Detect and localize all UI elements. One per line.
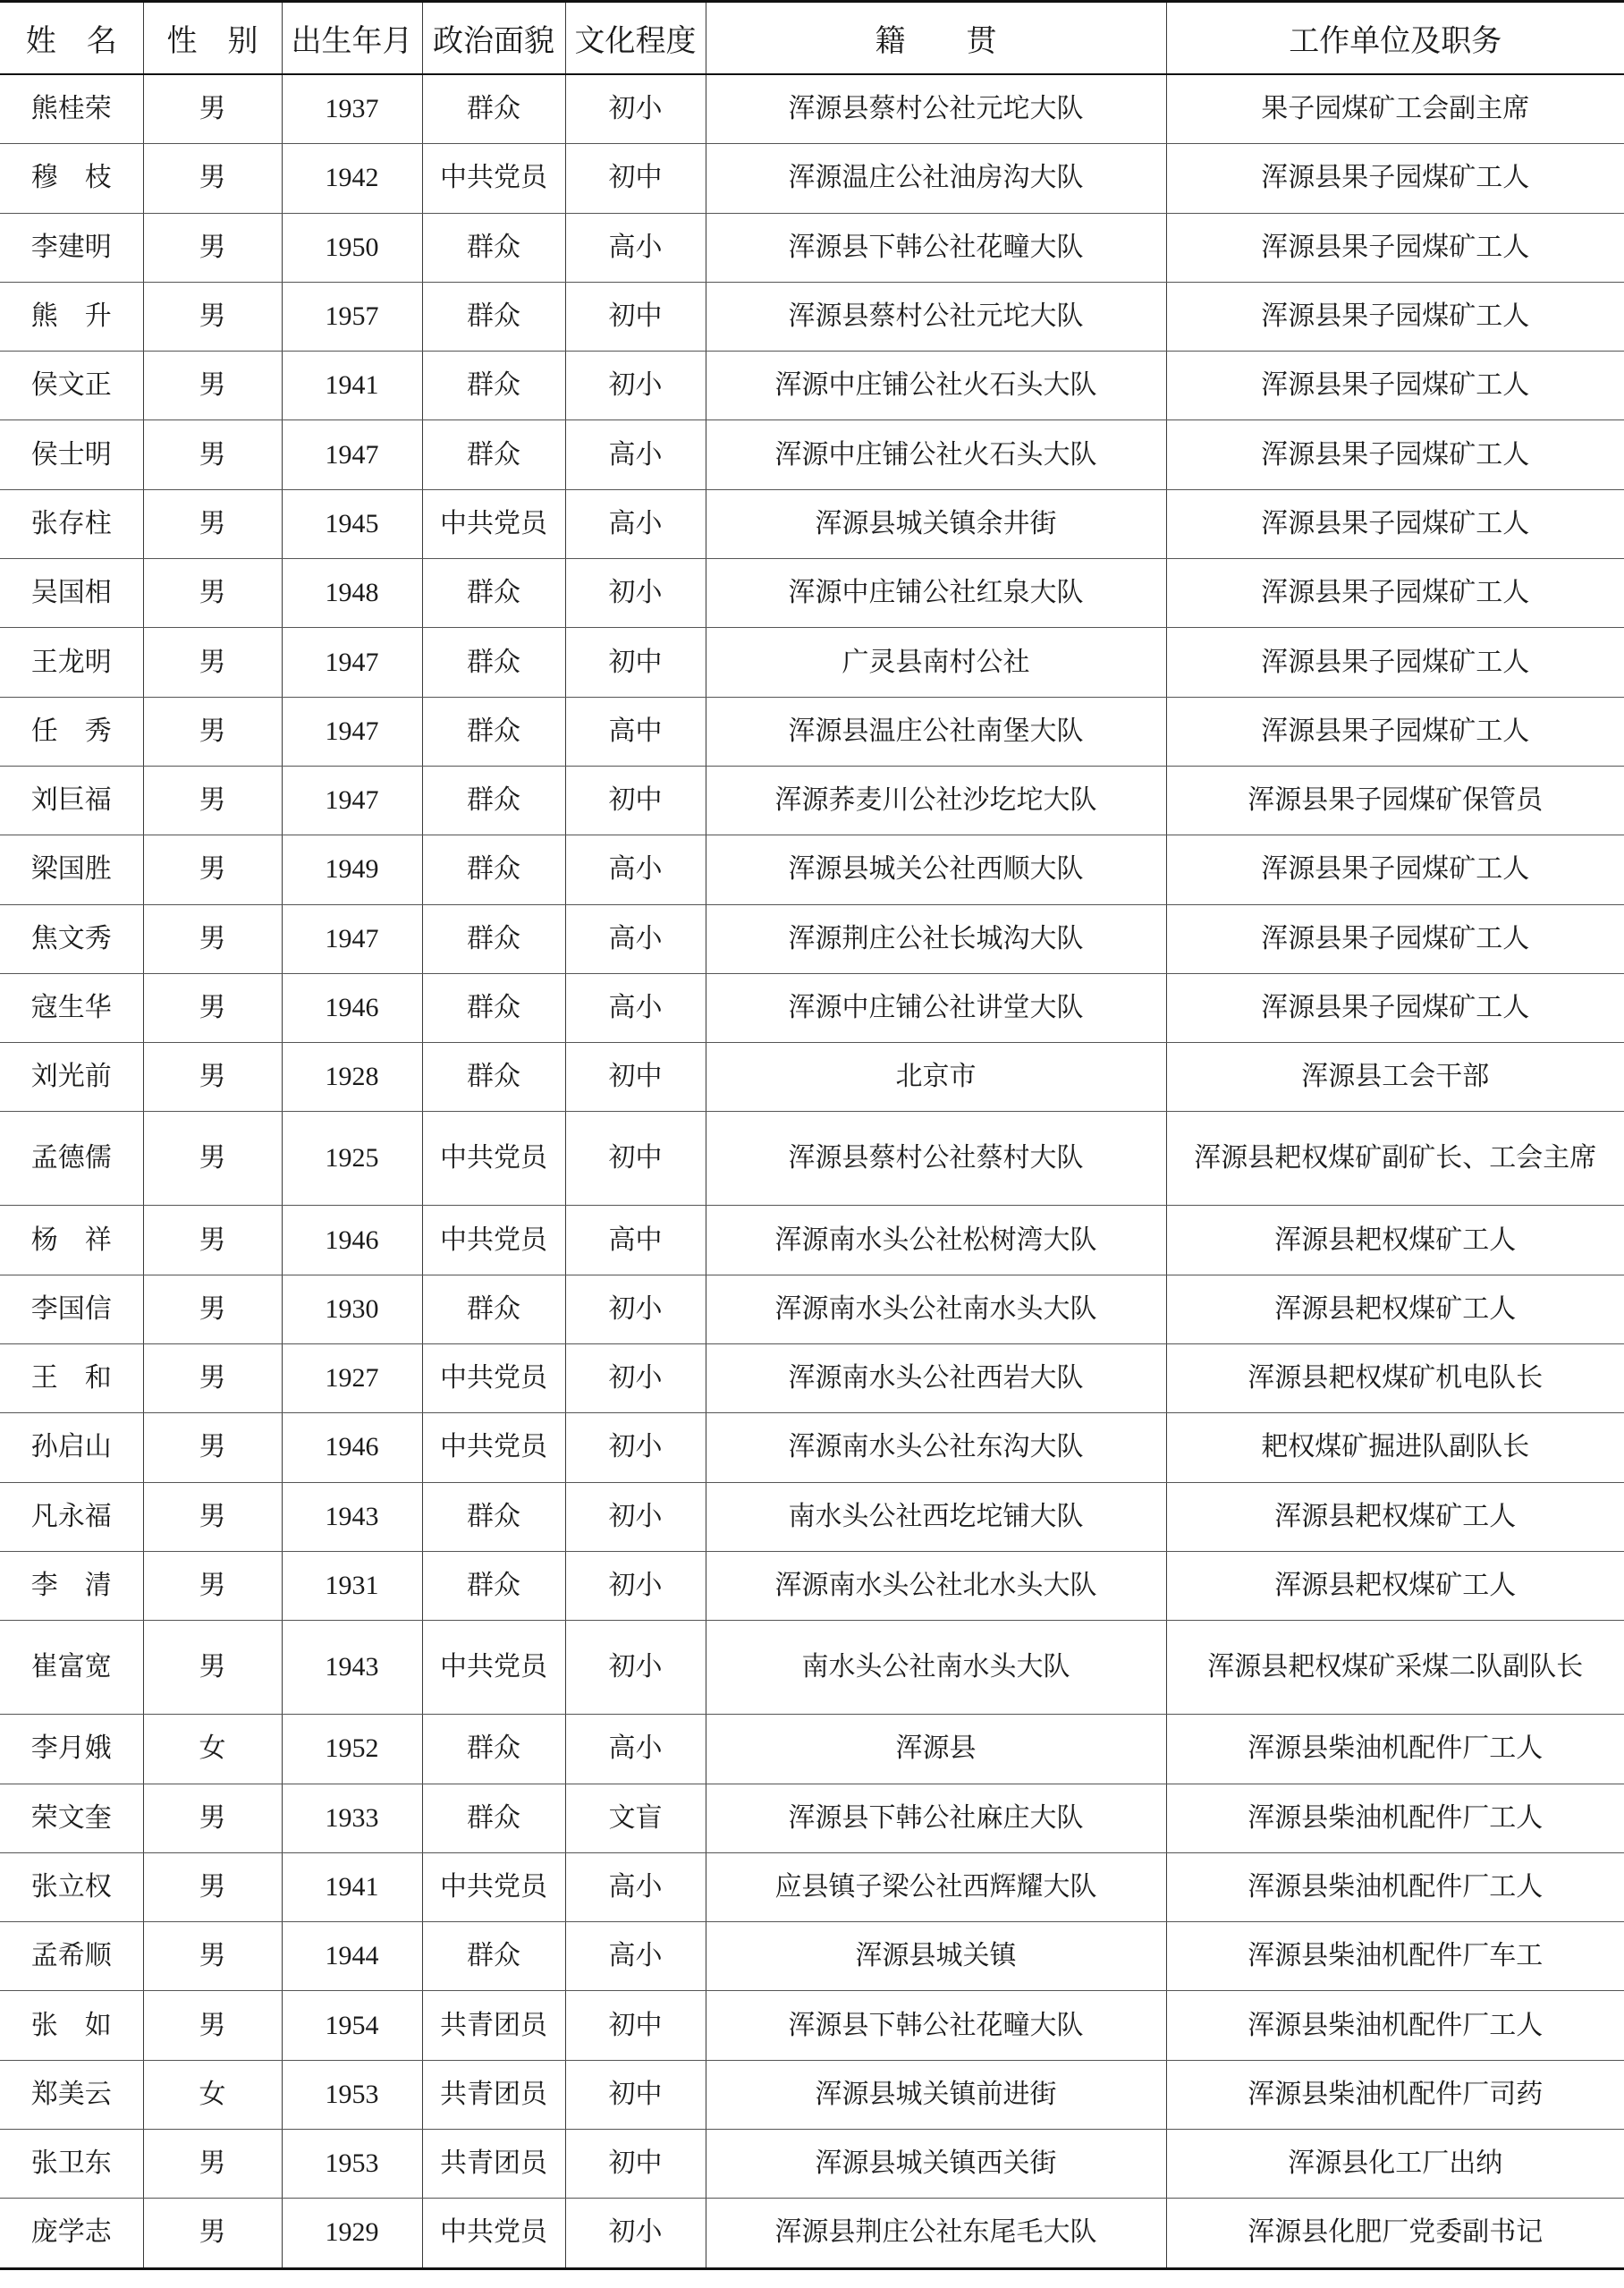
cell-education: 高小 — [565, 1922, 706, 1991]
cell-birth-year: 1954 — [282, 1991, 422, 2060]
table-row — [0, 2060, 1624, 2129]
cell-origin: 浑源中庄铺公社火石头大队 — [706, 352, 1166, 420]
cell-gender: 女 — [143, 2060, 282, 2129]
cell-education: 高中 — [565, 697, 706, 766]
cell-education: 高小 — [565, 973, 706, 1042]
cell-gender: 男 — [143, 559, 282, 628]
cell-birth-year: 1946 — [282, 973, 422, 1042]
cell-political-status: 群众 — [422, 1482, 565, 1551]
cell-name: 张存柱 — [0, 489, 143, 558]
cell-name: 寇生华 — [0, 973, 143, 1042]
cell-origin: 浑源南水头公社松树湾大队 — [706, 1206, 1166, 1275]
cell-name: 李 清 — [0, 1551, 143, 1620]
cell-workplace-position: 浑源县果子园煤矿工人 — [1166, 697, 1624, 766]
table-row — [0, 2199, 1624, 2268]
cell-name: 孙启山 — [0, 1413, 143, 1482]
table-row — [0, 352, 1624, 420]
cell-political-status: 群众 — [422, 1922, 565, 1991]
table-row — [0, 559, 1624, 628]
cell-workplace-position: 浑源县耙权煤矿采煤二队副队长 — [1166, 1621, 1624, 1715]
cell-workplace-position: 浑源县柴油机配件厂司药 — [1166, 2060, 1624, 2129]
table-row — [0, 282, 1624, 351]
cell-origin: 浑源荞麦川公社沙圪坨大队 — [706, 766, 1166, 835]
cell-gender: 男 — [143, 766, 282, 835]
cell-birth-year: 1929 — [282, 2199, 422, 2268]
cell-birth-year: 1946 — [282, 1206, 422, 1275]
cell-origin: 浑源南水头公社西岩大队 — [706, 1344, 1166, 1413]
cell-name: 李月娥 — [0, 1715, 143, 1784]
cell-education: 高小 — [565, 835, 706, 904]
cell-gender: 男 — [143, 628, 282, 697]
cell-education: 初中 — [565, 628, 706, 697]
cell-education: 初中 — [565, 1112, 706, 1206]
cell-political-status: 中共党员 — [422, 1206, 565, 1275]
cell-education: 初小 — [565, 2199, 706, 2268]
cell-education: 初小 — [565, 352, 706, 420]
cell-political-status: 群众 — [422, 697, 565, 766]
table-row — [0, 489, 1624, 558]
cell-education: 初中 — [565, 2060, 706, 2129]
cell-gender: 男 — [143, 352, 282, 420]
cell-political-status: 中共党员 — [422, 1344, 565, 1413]
cell-birth-year: 1933 — [282, 1784, 422, 1852]
cell-education: 初中 — [565, 766, 706, 835]
cell-origin: 浑源县城关镇余井街 — [706, 489, 1166, 558]
table-row — [0, 1344, 1624, 1413]
cell-name: 吴国相 — [0, 559, 143, 628]
cell-birth-year: 1941 — [282, 352, 422, 420]
cell-workplace-position: 浑源县果子园煤矿工人 — [1166, 213, 1624, 282]
cell-political-status: 群众 — [422, 973, 565, 1042]
cell-political-status: 群众 — [422, 213, 565, 282]
cell-gender: 男 — [143, 697, 282, 766]
cell-political-status: 群众 — [422, 420, 565, 489]
cell-gender: 男 — [143, 835, 282, 904]
cell-political-status: 共青团员 — [422, 2060, 565, 2129]
cell-workplace-position: 果子园煤矿工会副主席 — [1166, 74, 1624, 144]
cell-birth-year: 1948 — [282, 559, 422, 628]
cell-name: 孟德儒 — [0, 1112, 143, 1206]
cell-gender: 男 — [143, 1482, 282, 1551]
table-row — [0, 1043, 1624, 1112]
cell-birth-year: 1947 — [282, 766, 422, 835]
cell-birth-year: 1943 — [282, 1621, 422, 1715]
cell-gender: 男 — [143, 74, 282, 144]
cell-birth-year: 1941 — [282, 1852, 422, 1921]
cell-gender: 男 — [143, 904, 282, 973]
cell-origin: 广灵县南村公社 — [706, 628, 1166, 697]
cell-birth-year: 1953 — [282, 2130, 422, 2199]
cell-workplace-position: 浑源县果子园煤矿工人 — [1166, 489, 1624, 558]
table-row — [0, 628, 1624, 697]
cell-workplace-position: 浑源县耙权煤矿副矿长、工会主席 — [1166, 1112, 1624, 1206]
cell-workplace-position: 浑源县果子园煤矿工人 — [1166, 144, 1624, 213]
cell-birth-year: 1928 — [282, 1043, 422, 1112]
cell-education: 初小 — [565, 74, 706, 144]
cell-origin: 浑源县下韩公社花疃大队 — [706, 213, 1166, 282]
cell-political-status: 中共党员 — [422, 1621, 565, 1715]
cell-birth-year: 1946 — [282, 1413, 422, 1482]
cell-gender: 男 — [143, 1852, 282, 1921]
cell-name: 张立权 — [0, 1852, 143, 1921]
cell-birth-year: 1950 — [282, 213, 422, 282]
cell-education: 初中 — [565, 1043, 706, 1112]
cell-origin: 浑源县蔡村公社蔡村大队 — [706, 1112, 1166, 1206]
cell-birth-year: 1947 — [282, 420, 422, 489]
cell-education: 初中 — [565, 1991, 706, 2060]
cell-political-status: 中共党员 — [422, 1852, 565, 1921]
table-row — [0, 420, 1624, 489]
cell-origin: 应县镇子梁公社西辉耀大队 — [706, 1852, 1166, 1921]
cell-political-status: 群众 — [422, 559, 565, 628]
table-row — [0, 144, 1624, 213]
cell-birth-year: 1957 — [282, 282, 422, 351]
cell-political-status: 中共党员 — [422, 1112, 565, 1206]
cell-education: 初中 — [565, 144, 706, 213]
table-header — [0, 2, 1624, 75]
header-gender: 性 别 — [143, 2, 282, 75]
cell-education: 高小 — [565, 1852, 706, 1921]
cell-origin: 浑源中庄铺公社火石头大队 — [706, 420, 1166, 489]
cell-origin: 浑源荆庄公社长城沟大队 — [706, 904, 1166, 973]
cell-name: 杨 祥 — [0, 1206, 143, 1275]
cell-name: 郑美云 — [0, 2060, 143, 2129]
table-row — [0, 697, 1624, 766]
cell-education: 文盲 — [565, 1784, 706, 1852]
cell-birth-year: 1953 — [282, 2060, 422, 2129]
cell-birth-year: 1942 — [282, 144, 422, 213]
cell-gender: 男 — [143, 1275, 282, 1343]
cell-political-status: 中共党员 — [422, 2199, 565, 2268]
cell-origin: 浑源南水头公社东沟大队 — [706, 1413, 1166, 1482]
cell-name: 梁国胜 — [0, 835, 143, 904]
table-body — [0, 74, 1624, 2268]
cell-political-status: 群众 — [422, 1551, 565, 1620]
cell-origin: 浑源县温庄公社南堡大队 — [706, 697, 1166, 766]
cell-workplace-position: 浑源县果子园煤矿工人 — [1166, 282, 1624, 351]
cell-origin: 浑源南水头公社南水头大队 — [706, 1275, 1166, 1343]
table-row — [0, 904, 1624, 973]
cell-birth-year: 1949 — [282, 835, 422, 904]
cell-workplace-position: 浑源县耙权煤矿工人 — [1166, 1275, 1624, 1343]
cell-political-status: 中共党员 — [422, 144, 565, 213]
table-row — [0, 1784, 1624, 1852]
cell-workplace-position: 耙权煤矿掘进队副队长 — [1166, 1413, 1624, 1482]
cell-political-status: 群众 — [422, 1715, 565, 1784]
cell-birth-year: 1943 — [282, 1482, 422, 1551]
table-row — [0, 1991, 1624, 2060]
cell-name: 侯士明 — [0, 420, 143, 489]
cell-origin: 南水头公社南水头大队 — [706, 1621, 1166, 1715]
table-row — [0, 1852, 1624, 1921]
cell-workplace-position: 浑源县耙权煤矿机电队长 — [1166, 1344, 1624, 1413]
table-row — [0, 1551, 1624, 1620]
cell-workplace-position: 浑源县果子园煤矿工人 — [1166, 559, 1624, 628]
cell-origin: 浑源县下韩公社花疃大队 — [706, 1991, 1166, 2060]
cell-origin: 浑源县荆庄公社东尾毛大队 — [706, 2199, 1166, 2268]
cell-origin: 南水头公社西圪坨铺大队 — [706, 1482, 1166, 1551]
cell-name: 熊桂荣 — [0, 74, 143, 144]
cell-name: 熊 升 — [0, 282, 143, 351]
cell-gender: 男 — [143, 1922, 282, 1991]
cell-origin: 浑源县 — [706, 1715, 1166, 1784]
cell-name: 刘光前 — [0, 1043, 143, 1112]
cell-political-status: 中共党员 — [422, 489, 565, 558]
cell-workplace-position: 浑源县柴油机配件厂工人 — [1166, 1991, 1624, 2060]
cell-birth-year: 1937 — [282, 74, 422, 144]
table-row — [0, 1482, 1624, 1551]
table-row — [0, 1715, 1624, 1784]
table-row — [0, 1621, 1624, 1715]
cell-workplace-position: 浑源县果子园煤矿保管员 — [1166, 766, 1624, 835]
cell-birth-year: 1952 — [282, 1715, 422, 1784]
cell-political-status: 共青团员 — [422, 1991, 565, 2060]
cell-workplace-position: 浑源县柴油机配件厂工人 — [1166, 1784, 1624, 1852]
cell-birth-year: 1944 — [282, 1922, 422, 1991]
cell-gender: 男 — [143, 489, 282, 558]
cell-origin: 浑源中庄铺公社讲堂大队 — [706, 973, 1166, 1042]
cell-workplace-position: 浑源县果子园煤矿工人 — [1166, 904, 1624, 973]
cell-origin: 北京市 — [706, 1043, 1166, 1112]
cell-origin: 浑源县蔡村公社元坨大队 — [706, 74, 1166, 144]
cell-workplace-position: 浑源县果子园煤矿工人 — [1166, 352, 1624, 420]
cell-gender: 男 — [143, 1551, 282, 1620]
cell-education: 初小 — [565, 1413, 706, 1482]
cell-political-status: 群众 — [422, 904, 565, 973]
cell-workplace-position: 浑源县耙权煤矿工人 — [1166, 1551, 1624, 1620]
cell-education: 初小 — [565, 1275, 706, 1343]
cell-birth-year: 1947 — [282, 628, 422, 697]
cell-name: 崔富宽 — [0, 1621, 143, 1715]
cell-name: 穆 枝 — [0, 144, 143, 213]
cell-origin: 浑源县城关镇前进街 — [706, 2060, 1166, 2129]
cell-workplace-position: 浑源县化肥厂党委副书记 — [1166, 2199, 1624, 2268]
cell-education: 高小 — [565, 489, 706, 558]
cell-gender: 男 — [143, 2199, 282, 2268]
cell-gender: 男 — [143, 144, 282, 213]
cell-gender: 男 — [143, 420, 282, 489]
header-political-status: 政治面貌 — [422, 2, 565, 75]
cell-political-status: 群众 — [422, 282, 565, 351]
cell-name: 孟希顺 — [0, 1922, 143, 1991]
cell-birth-year: 1930 — [282, 1275, 422, 1343]
cell-political-status: 群众 — [422, 1275, 565, 1343]
header-education: 文化程度 — [565, 2, 706, 75]
table-row — [0, 973, 1624, 1042]
cell-education: 高小 — [565, 213, 706, 282]
cell-gender: 男 — [143, 1991, 282, 2060]
cell-gender: 男 — [143, 2130, 282, 2199]
cell-name: 荣文奎 — [0, 1784, 143, 1852]
cell-birth-year: 1925 — [282, 1112, 422, 1206]
cell-education: 高小 — [565, 420, 706, 489]
cell-workplace-position: 浑源县柴油机配件厂工人 — [1166, 1715, 1624, 1784]
cell-workplace-position: 浑源县果子园煤矿工人 — [1166, 835, 1624, 904]
cell-workplace-position: 浑源县工会干部 — [1166, 1043, 1624, 1112]
cell-workplace-position: 浑源县果子园煤矿工人 — [1166, 420, 1624, 489]
cell-name: 李国信 — [0, 1275, 143, 1343]
cell-gender: 男 — [143, 1112, 282, 1206]
cell-origin: 浑源温庄公社油房沟大队 — [706, 144, 1166, 213]
cell-political-status: 群众 — [422, 352, 565, 420]
cell-workplace-position: 浑源县化工厂出纳 — [1166, 2130, 1624, 2199]
cell-name: 焦文秀 — [0, 904, 143, 973]
cell-birth-year: 1931 — [282, 1551, 422, 1620]
header-origin: 籍 贯 — [706, 2, 1166, 75]
cell-education: 初中 — [565, 282, 706, 351]
cell-origin: 浑源县城关镇 — [706, 1922, 1166, 1991]
cell-education: 初小 — [565, 1344, 706, 1413]
table-row — [0, 1112, 1624, 1206]
cell-origin: 浑源南水头公社北水头大队 — [706, 1551, 1166, 1620]
cell-education: 初小 — [565, 1551, 706, 1620]
cell-name: 王龙明 — [0, 628, 143, 697]
cell-education: 初中 — [565, 2130, 706, 2199]
cell-political-status: 群众 — [422, 74, 565, 144]
cell-name: 刘巨福 — [0, 766, 143, 835]
cell-gender: 男 — [143, 1784, 282, 1852]
cell-education: 高中 — [565, 1206, 706, 1275]
cell-gender: 男 — [143, 213, 282, 282]
cell-origin: 浑源县城关公社西顺大队 — [706, 835, 1166, 904]
header-workplace-position: 工作单位及职务 — [1166, 2, 1624, 75]
table-row — [0, 766, 1624, 835]
cell-political-status: 群众 — [422, 628, 565, 697]
table-row — [0, 1922, 1624, 1991]
cell-gender: 男 — [143, 282, 282, 351]
cell-origin: 浑源中庄铺公社红泉大队 — [706, 559, 1166, 628]
cell-name: 李建明 — [0, 213, 143, 282]
cell-gender: 男 — [143, 1621, 282, 1715]
cell-gender: 男 — [143, 1344, 282, 1413]
header-birth-year: 出生年月 — [282, 2, 422, 75]
cell-political-status: 群众 — [422, 1043, 565, 1112]
cell-political-status: 共青团员 — [422, 2130, 565, 2199]
cell-workplace-position: 浑源县柴油机配件厂车工 — [1166, 1922, 1624, 1991]
cell-origin: 浑源县蔡村公社元坨大队 — [706, 282, 1166, 351]
cell-education: 高小 — [565, 904, 706, 973]
cell-political-status: 中共党员 — [422, 1413, 565, 1482]
table-row — [0, 74, 1624, 144]
cell-gender: 男 — [143, 1043, 282, 1112]
table-row — [0, 1275, 1624, 1343]
cell-name: 庞学志 — [0, 2199, 143, 2268]
cell-name: 王 和 — [0, 1344, 143, 1413]
table-row — [0, 213, 1624, 282]
cell-gender: 男 — [143, 1206, 282, 1275]
cell-birth-year: 1947 — [282, 904, 422, 973]
cell-education: 初小 — [565, 559, 706, 628]
cell-name: 任 秀 — [0, 697, 143, 766]
table-row — [0, 1206, 1624, 1275]
cell-birth-year: 1927 — [282, 1344, 422, 1413]
cell-birth-year: 1947 — [282, 697, 422, 766]
cell-name: 张卫东 — [0, 2130, 143, 2199]
table-row — [0, 1413, 1624, 1482]
cell-education: 初小 — [565, 1482, 706, 1551]
cell-political-status: 群众 — [422, 766, 565, 835]
cell-gender: 男 — [143, 1413, 282, 1482]
cell-education: 初小 — [565, 1621, 706, 1715]
cell-workplace-position: 浑源县果子园煤矿工人 — [1166, 628, 1624, 697]
cell-gender: 男 — [143, 973, 282, 1042]
cell-workplace-position: 浑源县耙权煤矿工人 — [1166, 1206, 1624, 1275]
cell-education: 高小 — [565, 1715, 706, 1784]
cell-name: 张 如 — [0, 1991, 143, 2060]
cell-name: 凡永福 — [0, 1482, 143, 1551]
cell-origin: 浑源县城关镇西关街 — [706, 2130, 1166, 2199]
cell-gender: 女 — [143, 1715, 282, 1784]
cell-workplace-position: 浑源县果子园煤矿工人 — [1166, 973, 1624, 1042]
table-row — [0, 835, 1624, 904]
cell-political-status: 群众 — [422, 1784, 565, 1852]
cell-birth-year: 1945 — [282, 489, 422, 558]
header-name: 姓 名 — [0, 2, 143, 75]
cell-origin: 浑源县下韩公社麻庄大队 — [706, 1784, 1166, 1852]
table-row — [0, 2130, 1624, 2199]
cell-name: 侯文正 — [0, 352, 143, 420]
cell-workplace-position: 浑源县耙权煤矿工人 — [1166, 1482, 1624, 1551]
cell-political-status: 群众 — [422, 835, 565, 904]
cell-workplace-position: 浑源县柴油机配件厂工人 — [1166, 1852, 1624, 1921]
